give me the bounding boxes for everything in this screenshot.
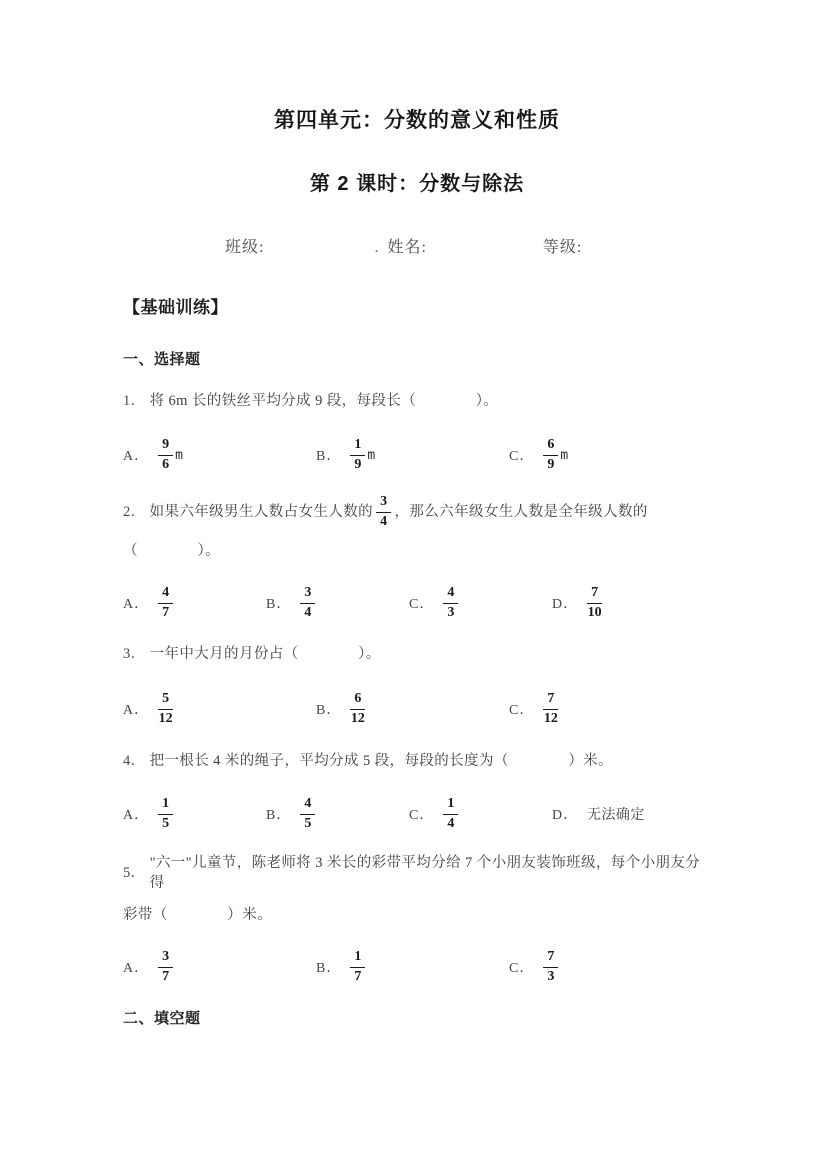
fraction	[158, 691, 173, 726]
option-label: A．	[123, 703, 150, 718]
question-1-option-b	[316, 437, 509, 472]
question-2-option-c	[409, 585, 552, 620]
question-5	[123, 853, 711, 893]
option-label: B．	[316, 703, 342, 718]
fraction-numerator: 6	[543, 437, 558, 455]
option-label: C．	[509, 961, 535, 976]
option-text: 无法确定	[587, 808, 645, 823]
fraction-denominator: 3	[447, 604, 455, 620]
question-2-option-a	[123, 585, 266, 620]
lesson-title: 第 2 课时：分数与除法	[309, 173, 525, 195]
fraction-denominator: 5	[304, 815, 312, 831]
unit-suffix: m	[560, 447, 569, 463]
fraction-denominator: 5	[162, 815, 170, 831]
question-4-text: 把一根长 4 米的绳子，平均分成 5 段，每段的长度为（ ）米。	[149, 753, 614, 769]
class-field-label: 班级:	[225, 239, 265, 256]
fraction-numerator: 1	[158, 796, 173, 814]
fraction	[350, 691, 365, 726]
fraction-numerator: 7	[587, 585, 602, 603]
fraction-numerator: 3	[376, 494, 391, 512]
separator-dot: .	[374, 239, 380, 256]
fraction-numerator: 7	[543, 691, 558, 709]
question-5-number: 5．	[123, 865, 146, 881]
question-4	[123, 751, 711, 771]
question-4-option-b	[266, 796, 409, 831]
unit-title: 第四单元：分数的意义和性质	[274, 109, 560, 132]
question-5-option-b	[316, 949, 509, 984]
fraction-denominator: 4	[447, 815, 455, 831]
question-3-option-b	[316, 691, 509, 726]
fraction-denominator: 12	[543, 710, 558, 726]
fraction-denominator: 9	[354, 456, 362, 472]
grade-field-label: 等级:	[542, 239, 583, 256]
option-label: C．	[409, 597, 435, 612]
fraction-numerator: 9	[158, 437, 173, 455]
fraction-denominator: 4	[380, 513, 388, 529]
fraction-numerator: 3	[300, 585, 315, 603]
fraction-numerator: 5	[158, 691, 173, 709]
option-label: B．	[266, 808, 292, 823]
question-1-number: 1．	[123, 393, 146, 409]
fraction-denominator: 9	[547, 456, 555, 472]
question-2-option-d	[552, 585, 695, 620]
option-label: C．	[409, 808, 435, 823]
option-label: B．	[266, 597, 292, 612]
fraction-numerator: 1	[350, 437, 365, 455]
inline-fraction	[376, 494, 391, 529]
question-5-text: "六一"儿童节，陈老师将 3 米长的彩带平均分给 7 个小朋友装饰班级，每个小朋友分得	[149, 855, 701, 891]
section-choice-questions: 一、选择题	[123, 351, 201, 368]
fraction-denominator: 4	[304, 604, 312, 620]
question-5-option-a	[123, 949, 316, 984]
fraction-numerator: 4	[300, 796, 315, 814]
question-3-option-a	[123, 691, 316, 726]
unit-suffix: m	[175, 447, 183, 463]
question-1	[123, 391, 711, 411]
question-4-options	[123, 792, 711, 836]
question-3-number: 3．	[123, 646, 146, 662]
option-label: C．	[509, 703, 535, 718]
fraction	[158, 796, 173, 831]
fraction	[158, 585, 173, 620]
option-label: B．	[316, 961, 342, 976]
option-label: D．	[552, 808, 579, 823]
option-label: B．	[316, 449, 342, 464]
question-3	[123, 644, 711, 664]
question-2-blank-line: （ ）。	[123, 543, 221, 559]
question-4-option-c	[409, 796, 552, 831]
fraction-denominator: 3	[547, 968, 555, 984]
fraction-denominator: 10	[587, 604, 602, 620]
question-4-option-a	[123, 796, 266, 831]
option-label: C．	[509, 449, 535, 464]
fraction-denominator: 7	[162, 604, 170, 620]
question-1-options	[123, 433, 711, 477]
fraction	[350, 437, 365, 472]
fraction-numerator: 3	[158, 949, 173, 967]
section-basic-training: 【基础训练】	[123, 298, 228, 317]
fraction	[443, 796, 458, 831]
unit-suffix: m	[367, 447, 376, 463]
question-3-option-c	[509, 691, 702, 726]
fraction	[300, 796, 315, 831]
section-fill-blank-questions: 二、填空题	[123, 1010, 201, 1027]
question-4-option-d	[552, 804, 695, 824]
fraction-denominator: 7	[162, 968, 170, 984]
question-2-option-b	[266, 585, 409, 620]
fraction	[543, 437, 558, 472]
fraction	[443, 585, 458, 620]
question-1-option-c	[509, 437, 702, 472]
question-2	[123, 491, 711, 533]
question-5-option-c	[509, 949, 702, 984]
question-5-options	[123, 945, 711, 989]
option-label: A．	[123, 808, 150, 823]
question-2-text-after: ，那么六年级女生人数是全年级人数的	[394, 504, 648, 520]
question-3-options	[123, 687, 711, 731]
fraction-numerator: 4	[158, 585, 173, 603]
student-info-row	[123, 234, 711, 257]
question-5-blank-line: 彩带（ ）米。	[123, 907, 272, 923]
fraction	[543, 949, 558, 984]
fraction-numerator: 4	[443, 585, 458, 603]
fraction-numerator: 7	[543, 949, 558, 967]
fraction	[158, 437, 173, 472]
question-2-text-before: 如果六年级男生人数占女生人数的	[149, 504, 374, 520]
option-label: A．	[123, 961, 150, 976]
fraction	[543, 691, 558, 726]
option-label: A．	[123, 597, 150, 612]
question-2-number: 2．	[123, 504, 146, 520]
question-1-option-a	[123, 437, 316, 472]
fraction	[350, 949, 365, 984]
fraction	[158, 949, 173, 984]
question-4-number: 4．	[123, 753, 146, 769]
question-3-text: 一年中大月的月份占（ ）。	[149, 646, 381, 662]
fraction-numerator: 6	[350, 691, 365, 709]
fraction-denominator: 12	[350, 710, 365, 726]
question-2-options	[123, 581, 711, 625]
fraction-denominator: 12	[158, 710, 173, 726]
question-1-text: 将 6m 长的铁丝平均分成 9 段，每段长（ ）。	[149, 393, 499, 409]
fraction-numerator: 1	[350, 949, 365, 967]
option-label: D．	[552, 597, 579, 612]
option-label: A．	[123, 449, 150, 464]
fraction	[587, 585, 602, 620]
fraction-denominator: 7	[354, 968, 362, 984]
fraction	[300, 585, 315, 620]
fraction-denominator: 6	[162, 456, 170, 472]
fraction-numerator: 1	[443, 796, 458, 814]
name-field-label: 姓名:	[387, 239, 427, 256]
